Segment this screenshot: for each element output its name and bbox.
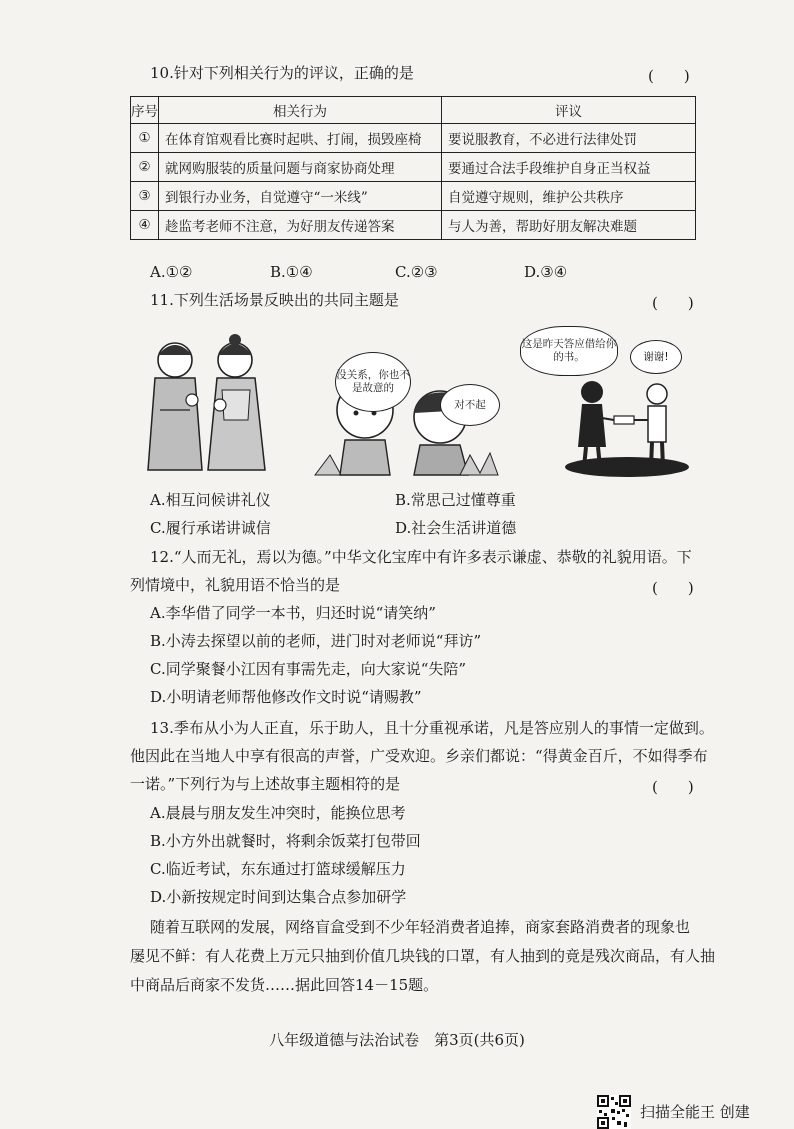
- speech-bubble-no-problem: 没关系，你也不是故意的: [335, 352, 411, 412]
- q13-stem-line3: 一诺。”下列行为与上述故事主题相符的是: [130, 775, 401, 793]
- q11-answer-paren: ( ): [652, 294, 694, 312]
- q11-stem: 11.下列生活场景反映出的共同主题是: [150, 291, 399, 309]
- q12-option-c: C.同学聚餐小江因有事需先走，向大家说“失陪”: [150, 660, 467, 678]
- scanner-brand-text: 扫描全能王 创建: [640, 1103, 750, 1121]
- row-num: ②: [131, 153, 159, 182]
- speech-bubble-book: 这是昨天答应借给你的书。: [520, 326, 618, 376]
- col-header-act: 相关行为: [159, 97, 442, 124]
- q13-option-d: D.小新按规定时间到达集合点参加研学: [150, 888, 407, 906]
- q12-stem-line1: 12.“人而无礼，焉以为德。”中华文化宝库中有许多表示谦虚、恭敬的礼貌用语。下: [150, 548, 692, 566]
- q12-option-d: D.小明请老师帮他修改作文时说“请赐教”: [150, 688, 422, 706]
- q13-option-c: C.临近考试，东东通过打篮球缓解压力: [150, 860, 406, 878]
- row-act: 就网购服装的质量问题与商家协商处理: [159, 153, 442, 182]
- passage-line1: 随着互联网的发展，网络盲盒受到不少年轻消费者追捧，商家套路消费者的现象也: [150, 918, 691, 936]
- q11-option-b: B.常思己过懂尊重: [395, 491, 516, 509]
- table-row: [131, 211, 696, 240]
- q12-option-b: B.小涛去探望以前的老师，进门时对老师说“拜访”: [150, 632, 482, 650]
- q10-option-d: D.③④: [524, 263, 568, 281]
- row-num: ④: [131, 211, 159, 240]
- row-act: 趁监考老师不注意，为好朋友传递答案: [159, 211, 442, 240]
- q11-option-c: C.履行承诺讲诚信: [150, 519, 271, 537]
- q12-stem-line2: 列情境中，礼貌用语不恰当的是: [130, 576, 341, 594]
- q10-option-b: B.①④: [270, 263, 313, 281]
- row-act: 到银行办业务，自觉遵守“一米线”: [159, 182, 442, 211]
- table-row: [131, 124, 696, 153]
- speech-bubble-sorry: 对不起: [440, 384, 500, 426]
- q10-option-c: C.②③: [395, 263, 438, 281]
- speech-bubble-thanks: 谢谢!: [630, 340, 682, 374]
- q13-answer-paren: ( ): [652, 778, 694, 796]
- q10-answer-paren: ( ): [648, 67, 690, 85]
- page-footer: 八年级道德与法治试卷 第3页(共6页): [269, 1031, 525, 1049]
- row-num: ①: [131, 124, 159, 153]
- q11-option-a: A.相互问候讲礼仪: [150, 491, 271, 509]
- passage-line2: 屡见不鲜：有人花费上万元只抽到价值几块钱的口罩，有人抽到的竟是残次商品，有人抽: [130, 947, 716, 965]
- col-header-num: 序号: [131, 97, 159, 124]
- q13-option-b: B.小方外出就餐时，将剩余饭菜打包带回: [150, 832, 421, 850]
- col-header-eval: 评议: [442, 97, 696, 124]
- greeting-scene-illustration: [130, 330, 290, 480]
- row-eval: 与人为善，帮助好朋友解决难题: [442, 211, 696, 240]
- table-row: [131, 182, 696, 211]
- q10-table: [130, 96, 696, 240]
- q10-stem: 10.针对下列相关行为的评议，正确的是: [150, 64, 414, 82]
- q12-answer-paren: ( ): [652, 579, 694, 597]
- q13-stem-line2: 他因此在当地人中享有很高的声誉，广受欢迎。乡亲们都说：“得黄金百斤，不如得季布: [130, 747, 708, 765]
- row-num: ③: [131, 182, 159, 211]
- row-eval: 自觉遵守规则，维护公共秩序: [442, 182, 696, 211]
- row-act: 在体育馆观看比赛时起哄、打闹，损毁座椅: [159, 124, 442, 153]
- q13-stem-line1: 13.季布从小为人正直，乐于助人，且十分重视承诺，凡是答应别人的事情一定做到。: [150, 719, 714, 737]
- row-eval: 要说服教育，不必进行法律处罚: [442, 124, 696, 153]
- passage-line3: 中商品后商家不发货……据此回答14－15题。: [130, 976, 439, 994]
- q13-option-a: A.晨晨与朋友发生冲突时，能换位思考: [150, 804, 406, 822]
- q10-option-a: A.①②: [150, 263, 193, 281]
- book-scene-illustration: [562, 372, 697, 480]
- table-row: [131, 153, 696, 182]
- q12-option-a: A.李华借了同学一本书，归还时说“请笑纳”: [150, 604, 436, 622]
- table-header-row: [131, 97, 696, 124]
- q11-option-d: D.社会生活讲道德: [395, 519, 517, 537]
- row-eval: 要通过合法手段维护自身正当权益: [442, 153, 696, 182]
